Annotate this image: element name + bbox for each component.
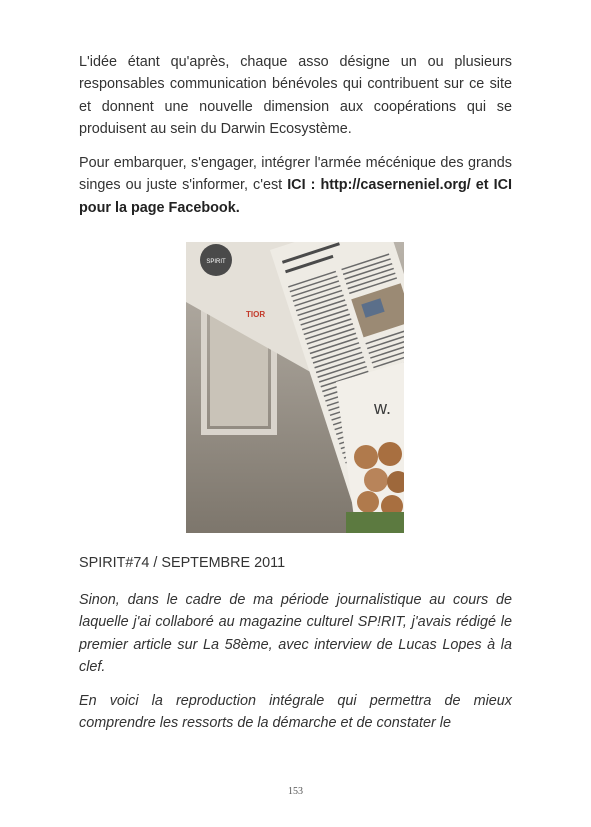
photo-caption-text: SPIRIT#74 / SEPTEMBRE 2011 bbox=[79, 555, 286, 571]
ad-page-footer bbox=[346, 512, 404, 533]
facebook-ici-link[interactable]: ICI bbox=[493, 177, 513, 194]
spirit-badge-text: SPIRIT bbox=[206, 259, 226, 265]
ad-page-title: w. bbox=[374, 398, 392, 418]
magazine-photo-illustration bbox=[186, 242, 404, 533]
photo-caption bbox=[79, 552, 512, 574]
join-text-end: pour la page Facebook. bbox=[79, 199, 240, 216]
ici-link[interactable]: ICI bbox=[287, 177, 306, 194]
join-paragraph bbox=[79, 152, 512, 219]
magazine-photo bbox=[186, 242, 404, 533]
reproduction-paragraph bbox=[79, 690, 512, 735]
page-number: 153 bbox=[288, 786, 303, 797]
join-paragraph-text bbox=[79, 152, 512, 219]
spirit-paragraph-text: Sinon, dans le cadre de ma période journalistique au cours de laquelle j'ai collaboré au magazine culturel SP!RIT, j'avais rédigé le premier article sur La 58ème, avec interview de Lucas Lopes à la clef. bbox=[79, 592, 512, 675]
spirit-paragraph bbox=[79, 589, 512, 678]
colon-separator: : bbox=[305, 177, 316, 194]
reproduction-paragraph-text: En voici la reproduction intégrale qui permettra de mieux comprendre les ressorts de la démarche et de constater le bbox=[79, 693, 512, 732]
intro-paragraph-text: L'idée étant qu'après, chaque asso désigne un ou plusieurs responsables communication bénévoles qui contribuent sur ce site et donnent une nouvelle dimension aux coopérations qui se produisent au sein du Darwin Ecosystème. bbox=[79, 54, 512, 137]
tior-sign-text: TIOR bbox=[246, 310, 266, 319]
join-text-before: Pour embarquer, s'engager, intégrer l'armée mécénique des grands singes ou juste s'informer, c'est bbox=[79, 155, 512, 194]
caserne-url-link[interactable]: http://caserneniel.org/ bbox=[320, 177, 471, 194]
intro-paragraph bbox=[79, 51, 512, 140]
join-text-mid: et bbox=[470, 177, 494, 194]
